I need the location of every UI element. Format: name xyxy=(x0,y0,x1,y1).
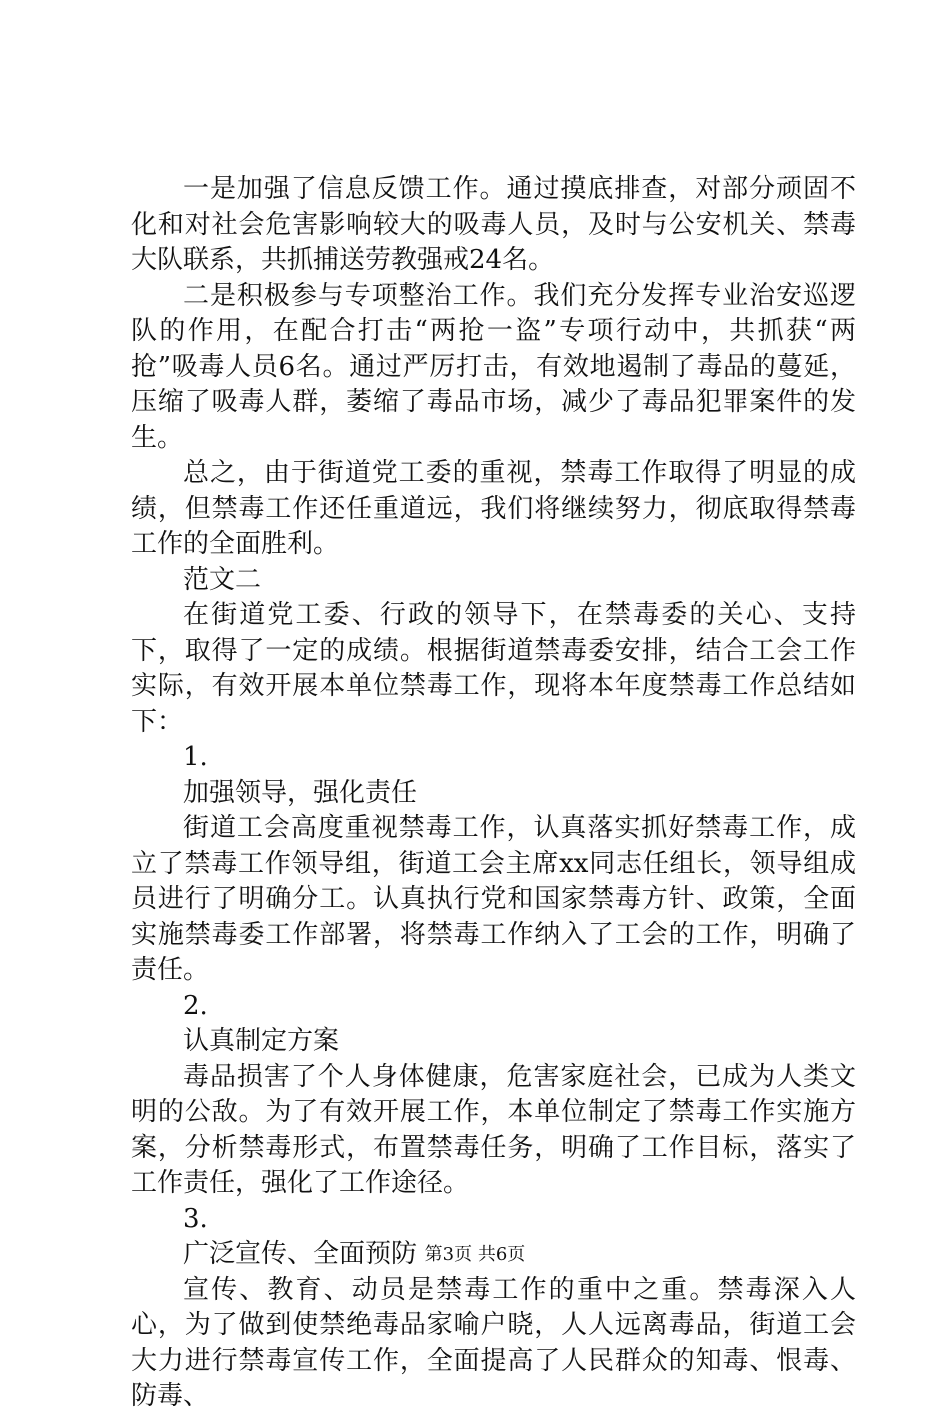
paragraph-summary: 总之，由于街道党工委的重视，禁毒工作取得了明显的成绩，但禁毒工作还任重道远，我们将继续努力，彻底取得禁毒工作的全面胜利。 xyxy=(131,458,856,559)
item-number-2: 2. xyxy=(183,990,208,1021)
item-heading-1: 加强领导，强化责任 xyxy=(183,777,418,808)
item-body-3: 宣传、教育、动员是禁毒工作的重中之重。禁毒深入人心，为了做到使禁绝毒品家喻户晓，人人远离毒品，街道工会大力进行禁毒宣传工作，全面提高了人民群众的知毒、恨毒、防毒、 xyxy=(131,1274,856,1411)
item-heading-2: 认真制定方案 xyxy=(183,1026,340,1056)
paragraph-special-rectification: 二是积极参与专项整治工作。我们充分发挥专业治安巡逻队的作用，在配合打击“两抢一盗”专项行动中，共抓获“两抢”吸毒人员6名。通过严厉打击，有效地遏制了毒品的蔓延，压缩了吸毒人群，萎缩了毒品市场，减少了毒品犯罪案件的发生。 xyxy=(131,280,856,453)
page-footer: 第3页 共6页 xyxy=(424,1244,526,1265)
item-number-3: 3. xyxy=(183,1203,208,1234)
item-body-1: 街道工会高度重视禁毒工作，认真落实抓好禁毒工作，成立了禁毒工作领导组，街道工会主席xx同志任组长，领导组成员进行了明确分工。认真执行党和国家禁毒方针、政策，全面实施禁毒委工作部署，将禁毒工作纳入了工会的工作，明确了责任。 xyxy=(131,813,856,985)
item-heading-3: 广泛宣传、全面预防 xyxy=(183,1239,418,1269)
section-heading-sample-two: 范文二 xyxy=(183,564,262,595)
item-number-1: 1. xyxy=(183,742,208,772)
paragraph-info-feedback: 一是加强了信息反馈工作。通过摸底排查，对部分顽固不化和对社会危害影响较大的吸毒人员，及时与公安机关、禁毒大队联系，共抓捕送劳教强戒24名。 xyxy=(131,174,856,275)
paragraph-intro: 在街道党工委、行政的领导下，在禁毒委的关心、支持下，取得了一定的成绩。根据街道禁毒委安排，结合工会工作实际，有效开展本单位禁毒工作，现将本年度禁毒工作总结如下： xyxy=(131,600,856,737)
item-body-2: 毒品损害了个人身体健康，危害家庭社会，已成为人类文明的公敌。为了有效开展工作，本单位制定了禁毒工作实施方案，分析禁毒形式，布置禁毒任务，明确了工作目标，落实了工作责任，强化了工作途径。 xyxy=(131,1061,856,1198)
document-body xyxy=(131,172,856,1415)
